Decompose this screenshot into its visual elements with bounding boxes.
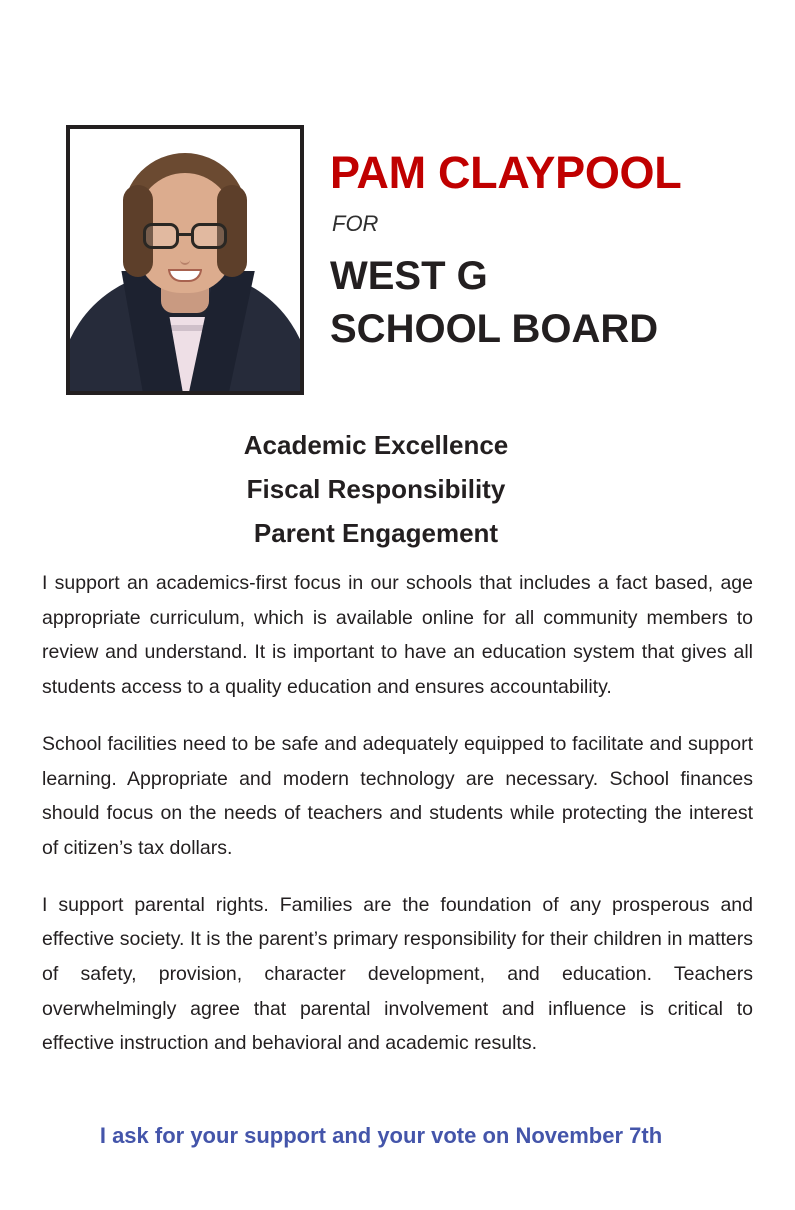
photo-glasses-left-lens [143,223,179,249]
photo-nose [180,249,190,265]
for-label: FOR [332,211,379,236]
body-copy [42,566,753,1061]
candidate-photo [70,129,300,391]
tagline-block [0,424,752,556]
title-block [330,125,681,350]
tagline-line-3: Parent Engagement [253,517,499,548]
header-block [0,125,795,400]
body-paragraph-1: I support an academics-first focus in our schools that includes a fact based, age appropriate curriculum, which is available online for all community members to review and understand. It is important to have an education system that gives all students access to a quality education and ensures accountability. [42,572,753,699]
tagline-line-2: Fiscal Responsibility [246,473,506,504]
body-paragraph-3: I support parental rights. Families are the foundation of any prosperous and effective society. It is the parent’s primary responsibility for their children in matters of safety, provision, character development, and education. Teachers overwhelmingly agree that parental involvement and influence is critical to effective instruction and behavioral and academic results. [42,893,753,1055]
closing-call-to-action: I ask for your support and your vote on November 7th [99,1123,663,1148]
photo-glasses-right-lens [191,223,227,249]
office-line-1: WEST G [330,254,488,298]
candidate-photo-frame [66,125,304,395]
office-line-2: SCHOOL BOARD [330,306,659,351]
photo-glasses-bridge [179,233,191,236]
tagline-line-1: Academic Excellence [243,430,509,460]
body-paragraph-2: School facilities need to be safe and adequately equipped to facilitate and support learning. Appropriate and modern technology are necessary. School finances should focus on the needs of teachers and students while protecting the interest of citizen’s tax dollars. [42,732,753,859]
candidate-name: PAM CLAYPOOL [330,147,682,198]
